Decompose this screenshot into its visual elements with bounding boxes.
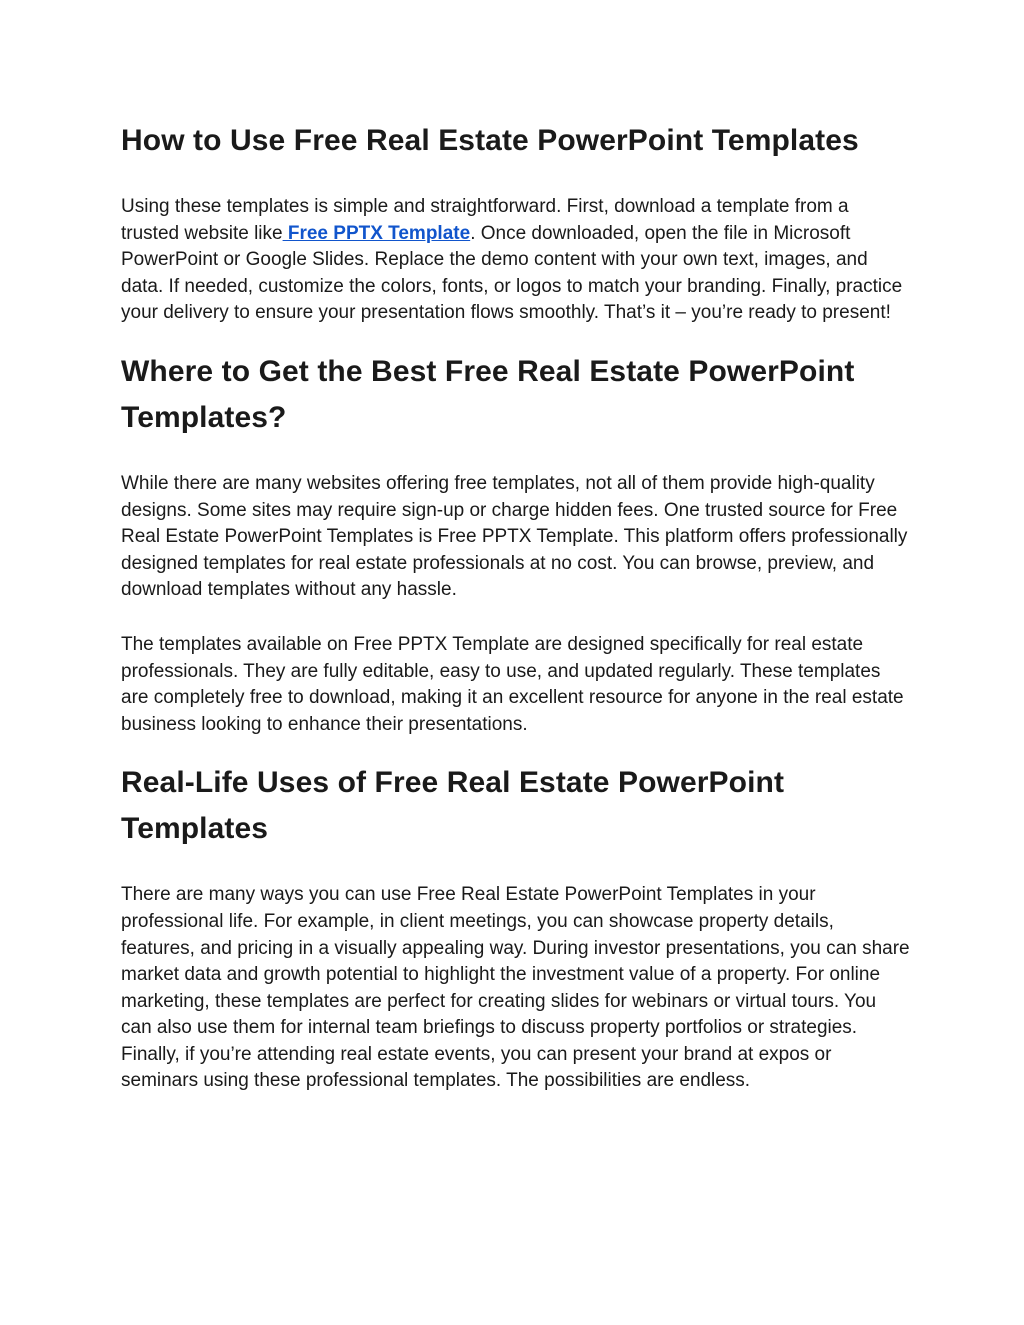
section-heading-real-life-uses: Real-Life Uses of Free Real Estate PowerPoint Templates [121,766,785,846]
free-pptx-template-link[interactable]: Free PPTX Template [282,222,471,244]
section-heading-how-to-use: How to Use Free Real Estate PowerPoint Templates [121,124,859,157]
document-page [121,118,911,1095]
paragraph-text: Using these templates is simple and straightforward. First, download a template from a trusted website like [121,196,849,244]
section-heading-where-to-get: Where to Get the Best Free Real Estate PowerPoint Templates? [121,354,855,434]
paragraph-where-to-get-1: While there are many websites offering free templates, not all of them provide high-quality designs. Some sites may require sign-up or charge hidden fees. One trusted source for Free Real Estate PowerPoint Templates is Free PPTX Template. This platform offers professionally designed templates for real estate professionals at no cost. You can browse, preview, and download templates without any hassle. [121,472,908,601]
paragraph-text: . Once downloaded, open the file in Microsoft PowerPoint or Google Slides. Replace the demo content with your own text, images, and data. If needed, customize the colors, fonts, or logos to match your branding. Finally, practice your delivery to ensure your presentation flows smoothly. That’s it – you’re ready to present! [121,222,903,324]
paragraph-real-life-uses: There are many ways you can use Free Real Estate PowerPoint Templates in your professional life. For example, in client meetings, you can showcase property details, features, and pricing in a visually appealing way. During investor presentations, you can share market data and growth potential to highlight the investment value of a property. For online marketing, these templates are perfect for creating slides for webinars or virtual tours. You can also use them for internal team briefings to discuss property portfolios or strategies. Finally, if you’re attending real estate events, you can present your brand at expos or seminars using these professional templates. The possibilities are endless. [121,884,910,1092]
paragraph-where-to-get-2: The templates available on Free PPTX Template are designed specifically for real estate professionals. They are fully editable, easy to use, and updated regularly. These templates are completely free to download, making it an excellent resource for anyone in the real estate business looking to enhance their presentations. [121,633,904,735]
paragraph-how-to-use [121,194,911,327]
